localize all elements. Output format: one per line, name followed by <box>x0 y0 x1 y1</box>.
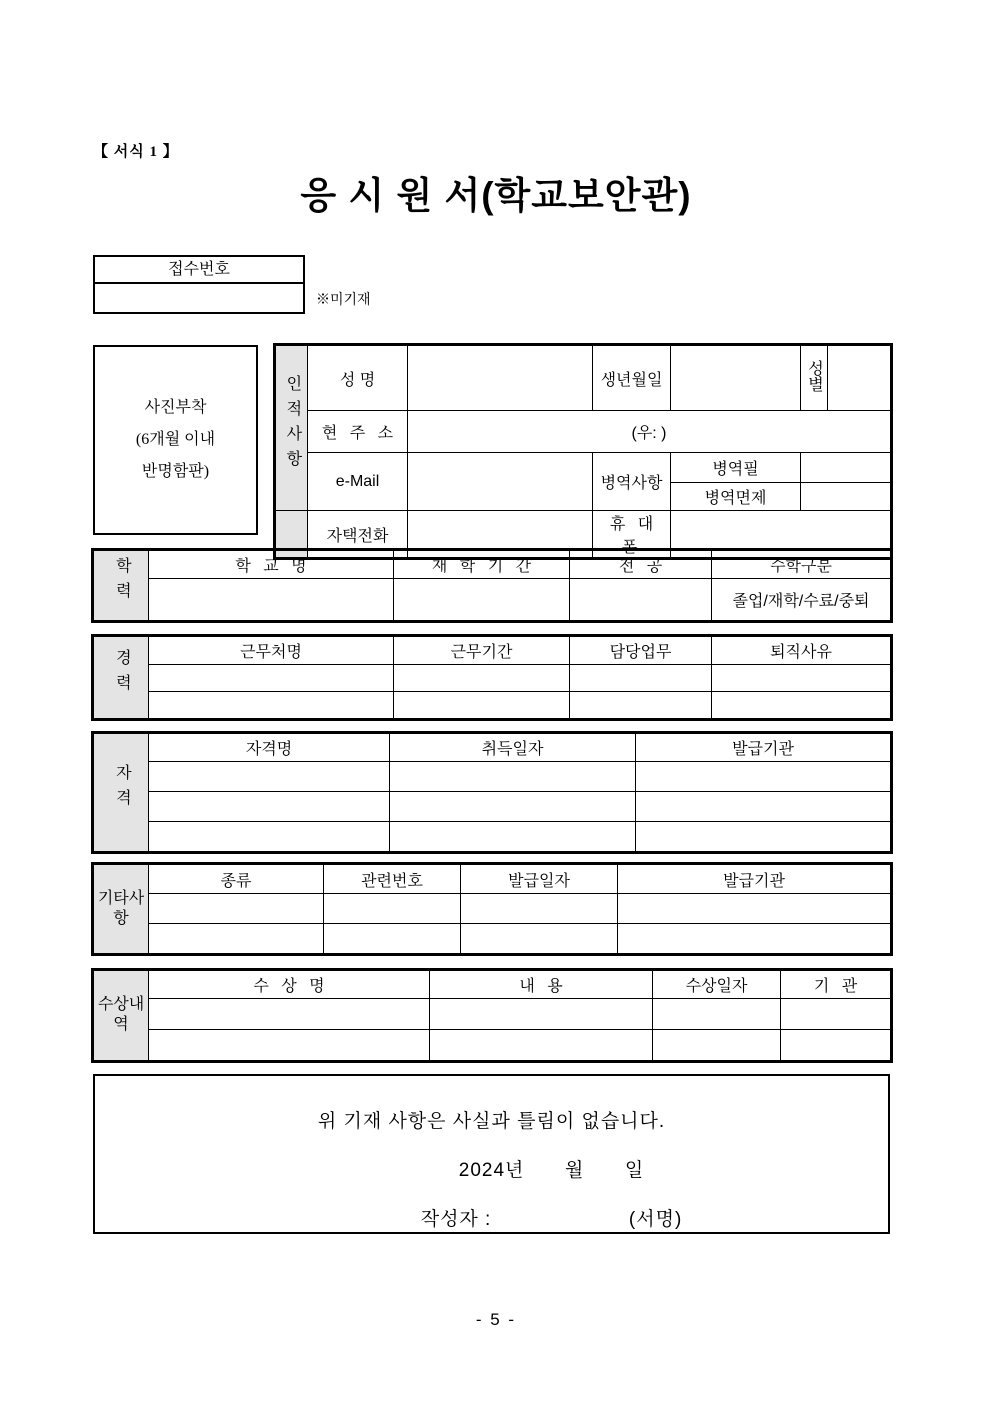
personal-info-table <box>275 345 891 558</box>
career-cell-duty[interactable] <box>570 665 712 692</box>
others-cell-issuer[interactable] <box>618 894 891 924</box>
other-matters-table <box>93 864 891 954</box>
table-row <box>94 894 891 924</box>
others-cell-date[interactable] <box>461 924 618 954</box>
form-tag: 【 서식 1 】 <box>93 144 179 160</box>
awards-cell-title[interactable] <box>149 1030 430 1061</box>
table-row <box>94 692 891 719</box>
career-cell-reason[interactable] <box>712 692 891 719</box>
table-row <box>94 924 891 954</box>
education-side-label: 학력 <box>94 551 149 621</box>
qualification-cell-date[interactable] <box>390 792 636 822</box>
career-header-reason: 퇴직사유 <box>712 637 891 665</box>
career-header-place: 근무처명 <box>149 637 394 665</box>
awards-cell-org[interactable] <box>781 1030 891 1061</box>
table-row <box>94 1030 891 1061</box>
receipt-number-box <box>93 255 305 314</box>
home-phone-label: 자택전화 <box>308 511 408 558</box>
qualification-header-name: 자격명 <box>149 734 390 762</box>
email-label: e-Mail <box>308 453 408 511</box>
table-row <box>94 762 891 792</box>
declaration-box <box>93 1074 890 1234</box>
education-cell-school[interactable] <box>149 579 394 621</box>
education-cell-status[interactable]: 졸업/재학/수료/중퇴 <box>712 579 891 621</box>
photo-attach-box[interactable] <box>93 345 258 535</box>
gender-label: 성별 <box>801 346 828 411</box>
photo-line-1: 사진부착 <box>144 399 207 416</box>
others-cell-kind[interactable] <box>149 894 324 924</box>
other-matters-side-label: 기타사항 <box>94 865 149 954</box>
address-label: 현 주 소 <box>308 411 408 453</box>
education-header-status: 수학구분 <box>712 551 891 579</box>
education-table <box>93 550 891 621</box>
table-row <box>94 579 891 621</box>
awards-cell-org[interactable] <box>781 999 891 1030</box>
receipt-number-note: ※미기재 <box>316 293 371 308</box>
awards-table <box>93 970 891 1061</box>
personal-side-label: 인적사항 <box>276 346 308 511</box>
career-cell-duty[interactable] <box>570 692 712 719</box>
awards-side-label: 수상내역 <box>94 971 149 1061</box>
declaration-day[interactable]: 일 <box>624 1160 645 1181</box>
qualification-cell-name[interactable] <box>149 822 390 852</box>
declaration-month[interactable]: 월 <box>564 1160 585 1181</box>
others-header-kind: 종류 <box>149 865 324 894</box>
military-exempt-label: 병역면제 <box>671 483 801 511</box>
table-row <box>94 665 891 692</box>
others-header-number: 관련번호 <box>324 865 461 894</box>
mobile-phone-label: 휴 대 폰 <box>593 511 671 558</box>
military-completed-field[interactable] <box>801 453 891 483</box>
awards-header-title: 수 상 명 <box>149 971 430 999</box>
qualification-cell-issuer[interactable] <box>636 792 891 822</box>
qualification-cell-name[interactable] <box>149 762 390 792</box>
receipt-number-field[interactable] <box>95 284 303 312</box>
others-cell-number[interactable] <box>324 924 461 954</box>
career-table <box>93 636 891 719</box>
education-header-school: 학 교 명 <box>149 551 394 579</box>
name-field[interactable] <box>408 346 593 411</box>
declaration-signature-line <box>95 1204 888 1231</box>
career-side-label: 경력 <box>94 637 149 719</box>
awards-header-org: 기 관 <box>781 971 891 999</box>
qualification-side-label: 자격 <box>94 734 149 852</box>
career-cell-period[interactable] <box>394 692 570 719</box>
career-cell-place[interactable] <box>149 665 394 692</box>
page-title: 응 시 원 서(학교보안관) <box>300 175 692 216</box>
photo-line-3: 반명함판) <box>141 463 210 480</box>
career-header-period: 근무기간 <box>394 637 570 665</box>
awards-header-content: 내 용 <box>430 971 653 999</box>
career-cell-place[interactable] <box>149 692 394 719</box>
others-header-issuer: 발급기관 <box>618 865 891 894</box>
career-header-duty: 담당업무 <box>570 637 712 665</box>
awards-cell-date[interactable] <box>653 999 781 1030</box>
qualification-header-date: 취득일자 <box>390 734 636 762</box>
declaration-date-line <box>95 1155 888 1182</box>
receipt-number-label: 접수번호 <box>95 257 303 284</box>
others-cell-number[interactable] <box>324 894 461 924</box>
birthdate-label: 생년월일 <box>593 346 671 411</box>
awards-cell-title[interactable] <box>149 999 430 1030</box>
page-number: - 5 - <box>475 1310 517 1329</box>
awards-cell-date[interactable] <box>653 1030 781 1061</box>
writer-label: 작성자 : <box>420 1209 492 1230</box>
military-label: 병역사항 <box>593 453 671 511</box>
qualification-cell-name[interactable] <box>149 792 390 822</box>
others-cell-date[interactable] <box>461 894 618 924</box>
awards-cell-content[interactable] <box>430 1030 653 1061</box>
others-cell-issuer[interactable] <box>618 924 891 954</box>
qualification-cell-date[interactable] <box>390 762 636 792</box>
qualification-cell-issuer[interactable] <box>636 822 891 852</box>
qualification-header-issuer: 발급기관 <box>636 734 891 762</box>
table-row <box>94 822 891 852</box>
birthdate-field[interactable] <box>671 346 801 411</box>
photo-line-2: (6개월 이내 <box>135 431 216 448</box>
gender-field[interactable] <box>828 346 891 411</box>
awards-header-date: 수상일자 <box>653 971 781 999</box>
others-header-date: 발급일자 <box>461 865 618 894</box>
name-label: 성 명 <box>308 346 408 411</box>
qualification-cell-date[interactable] <box>390 822 636 852</box>
military-completed-label: 병역필 <box>671 453 801 483</box>
awards-cell-content[interactable] <box>430 999 653 1030</box>
qualification-cell-issuer[interactable] <box>636 762 891 792</box>
declaration-statement: 위 기재 사항은 사실과 틀림이 없습니다. <box>317 1111 666 1132</box>
education-cell-major[interactable] <box>570 579 712 621</box>
career-cell-reason[interactable] <box>712 665 891 692</box>
table-row <box>94 999 891 1030</box>
education-header-period: 재 학 기 간 <box>394 551 570 579</box>
declaration-year: 2024년 <box>458 1160 525 1181</box>
career-cell-period[interactable] <box>394 665 570 692</box>
table-row <box>94 792 891 822</box>
signature-note: (서명) <box>628 1209 683 1230</box>
email-field[interactable] <box>408 453 593 511</box>
qualification-table <box>93 733 891 852</box>
education-cell-period[interactable] <box>394 579 570 621</box>
education-header-major: 전 공 <box>570 551 712 579</box>
address-field[interactable]: (우: ) <box>408 411 891 453</box>
military-exempt-field[interactable] <box>801 483 891 511</box>
others-cell-kind[interactable] <box>149 924 324 954</box>
